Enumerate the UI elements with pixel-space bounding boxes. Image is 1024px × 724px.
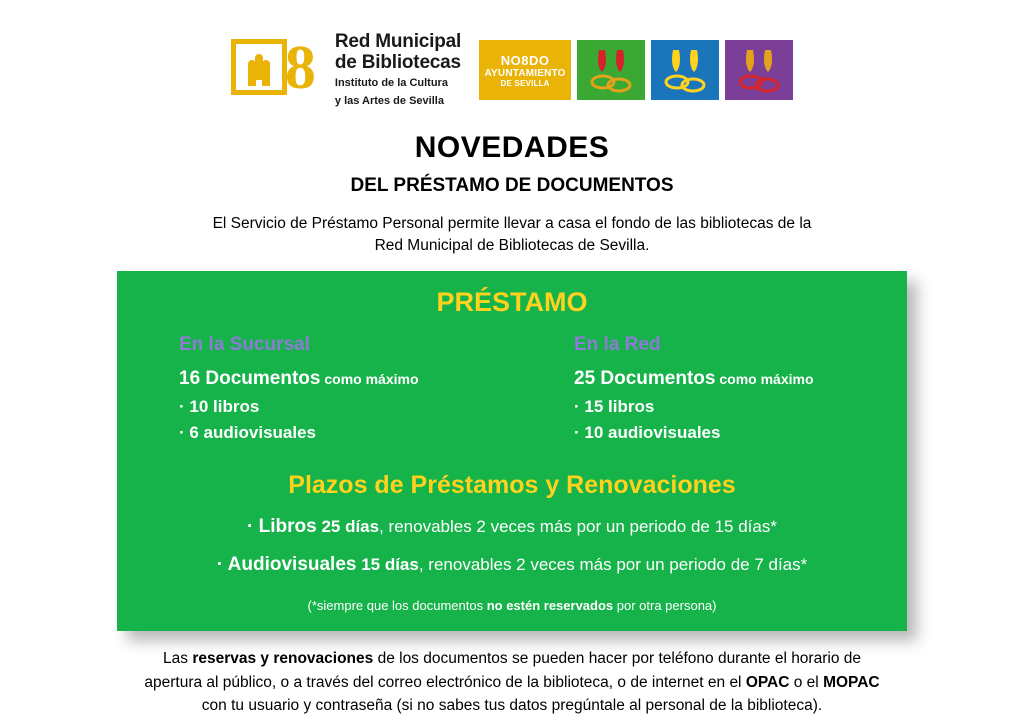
- nodo-sevilla-label: DE SEVILLA: [500, 78, 550, 88]
- chip-green-icon: [577, 40, 645, 100]
- logo-line-4: y las Artes de Sevilla: [334, 94, 444, 107]
- footer-paragraph: [0, 647, 1024, 717]
- logo-ayuntamiento-sevilla: [479, 40, 571, 100]
- sucursal-amount-number: 16 Documentos: [179, 368, 321, 390]
- footer-l1-pre: Las: [163, 650, 193, 668]
- plazo-audiovisuales-rest: , renovables 2 veces más por un periodo de 7 días*: [418, 555, 808, 575]
- plazo-libros-rest: , renovables 2 veces más por un periodo de 15 días*: [379, 517, 777, 537]
- chip-purple-icon: [725, 40, 793, 100]
- plazos-title: Plazos de Préstamos y Renovaciones: [288, 471, 736, 500]
- logo-red-municipal-bibliotecas: [231, 32, 461, 109]
- column-red-amount: [574, 368, 907, 390]
- intro-line-1: El Servicio de Préstamo Personal permite llevar a casa el fondo de las bibliotecas de la: [212, 214, 812, 232]
- footer-l2-pre: apertura al público, o a través del correo electrónico de la biblioteca, o de internet en el: [144, 673, 746, 691]
- footer-line-3: con tu usuario y contraseña (si no sabes tus datos pregúntale al personal de la biblioteca).: [201, 696, 823, 714]
- nodo-ayuntamiento-label: AYUNTAMIENTO: [484, 67, 566, 79]
- red-item-libros: · 15 libros: [574, 397, 655, 417]
- bibliotecas-mark-icon: [231, 34, 327, 103]
- logo-line-3: Instituto de la Cultura: [334, 77, 448, 90]
- footer-l2-bold-opac: OPAC: [745, 673, 790, 691]
- footer-l2-bold-mopac: MOPAC: [823, 673, 880, 691]
- footnote-bold: no estén reservados: [486, 598, 614, 614]
- red-item-audiovisuales: · 10 audiovisuales: [574, 423, 721, 443]
- logo-line-1: Red Municipal: [334, 31, 462, 52]
- nodo-motto: NO8DO: [500, 52, 550, 68]
- footer-l1-bold: reservas y renovaciones: [192, 650, 374, 668]
- bibliotecas-eight-glyph: 8: [284, 34, 316, 103]
- footer-line-2: [90, 671, 934, 694]
- chip-blue-icon: [651, 40, 719, 100]
- footnote-pre: (*siempre que los documentos: [307, 598, 487, 614]
- plazo-libros-value: 25 días: [316, 517, 380, 537]
- prestamo-panel-wrap: [117, 271, 907, 631]
- plazo-audiovisuales: [117, 554, 907, 576]
- page-subtitle: DEL PRÉSTAMO DE DOCUMENTOS: [350, 174, 674, 196]
- footer-line-1: [90, 647, 934, 670]
- red-amount-number: 25 Documentos: [574, 368, 716, 390]
- prestamo-panel: [117, 271, 907, 631]
- red-amount-suffix: como máximo: [715, 371, 814, 388]
- plazo-audiovisuales-value: 15 días: [356, 555, 419, 575]
- intro-paragraph: [0, 213, 1024, 258]
- panel-footnote: [117, 598, 907, 613]
- panel-title: PRÉSTAMO: [436, 287, 588, 318]
- sucursal-amount-suffix: como máximo: [320, 371, 419, 388]
- page-title: NOVEDADES: [414, 130, 610, 164]
- footer-l1-post: de los documentos se pueden hacer por teléfono durante el horario de: [373, 650, 861, 668]
- column-sucursal-heading: En la Sucursal: [179, 334, 310, 356]
- column-red-heading: En la Red: [574, 334, 661, 356]
- column-sucursal-amount: [179, 368, 512, 390]
- plazo-libros: [117, 516, 907, 538]
- column-sucursal: [117, 334, 512, 449]
- intro-line-2: Red Municipal de Bibliotecas de Sevilla.: [374, 237, 650, 254]
- logo-row: [0, 0, 1024, 109]
- sucursal-item-libros: · 10 libros: [179, 397, 260, 417]
- plazo-libros-lead: · Libros: [247, 516, 317, 538]
- bibliotecas-square-icon: [231, 39, 287, 95]
- logo-line-2: de Bibliotecas: [334, 51, 461, 73]
- footer-l2-mid: o el: [789, 673, 824, 691]
- logo-text-block: [335, 32, 461, 109]
- plazo-audiovisuales-lead: · Audiovisuales: [216, 554, 357, 576]
- footnote-post: por otra persona): [613, 598, 717, 614]
- panel-columns: [117, 334, 907, 449]
- column-red: [512, 334, 907, 449]
- sucursal-item-audiovisuales: · 6 audiovisuales: [179, 423, 316, 443]
